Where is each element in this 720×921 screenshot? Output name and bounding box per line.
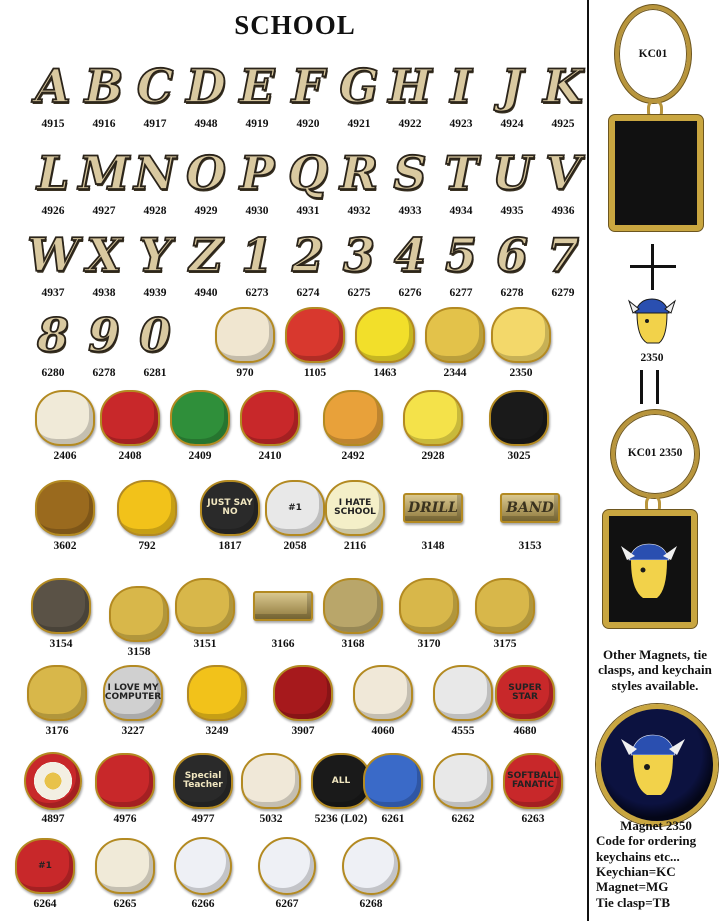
item-code: 5236 (L02) [314,813,368,825]
letter-pin-icon: R [339,146,379,200]
apple-red-pin-icon [273,665,333,721]
item-code: 3227 [121,725,145,737]
pirate-green-pin-icon [170,390,230,446]
hornet-pin-icon [355,307,415,363]
item-code: 4948 [194,118,218,130]
code-line: Keychian=KC [596,863,676,879]
item-code: 4940 [194,287,218,299]
item-code: 4920 [296,118,320,130]
item-code: 4921 [347,118,371,130]
letter-pin-icon: S [393,146,427,200]
ribbon-pin-icon [265,480,325,536]
item-code: 3170 [417,638,441,650]
item-code: 4555 [451,725,475,737]
special-teacher-pin-icon [173,753,233,809]
item-code: 4680 [513,725,537,737]
cheerleader-pin-icon [109,586,169,642]
letter-pin-icon: 1 [240,228,273,282]
letter-pin-icon: B [84,59,124,113]
gc-word-pin-icon [253,591,313,621]
softball-catcher-pin-icon [342,837,400,895]
item-code: 4934 [449,205,473,217]
letter-pin-icon: H [388,59,432,113]
item-code: 3249 [205,725,229,737]
letter-pin-icon: C [136,59,174,113]
carousel-horse-pin-icon [353,665,413,721]
pirate-red-pin-icon [240,390,300,446]
item-code: 4932 [347,205,371,217]
apple-bite-pin-icon [95,753,155,809]
item-code: 2058 [283,540,307,552]
letter-pin-icon: U [491,146,533,200]
code-line: Magnet=MG [596,879,669,895]
letter-pin-icon: P [239,146,275,200]
pirate-pin-icon [285,307,345,363]
carousel-pole-pin-icon [241,753,301,809]
letter-pin-icon: K [543,59,583,113]
school-bus-pin-icon [117,480,177,536]
item-code: 3151 [193,638,217,650]
page-title: SCHOOL [234,10,356,40]
item-code: 6276 [398,287,422,299]
letter-pin-icon: 2 [291,228,324,282]
item-code: 4897 [41,813,65,825]
letter-pin-icon: J [501,59,523,113]
pin-text: ALL [331,775,351,786]
kc01-2350-label: KC01 2350 [627,447,683,459]
bus-yellow-pin-icon [187,665,247,721]
viking-code-label: 2350 [640,352,664,364]
item-code: 4917 [143,118,167,130]
item-code: 6265 [113,898,137,910]
letter-pin-icon: 3 [342,228,375,282]
item-code: 3175 [493,638,517,650]
letter-pin-icon: A [35,59,71,113]
letter-pin-icon: 4 [393,228,426,282]
letter-pin-icon: N [133,146,177,200]
item-code: 4939 [143,287,167,299]
lamp-pin-icon [175,578,235,634]
winged-foot-pin-icon [323,578,383,634]
letter-pin-icon: Z [189,228,223,282]
item-code: 6279 [551,287,575,299]
pin-text: BAND [506,500,554,516]
viking-pin-icon [491,307,551,363]
trojan-pin-icon [425,307,485,363]
item-code: 2408 [118,450,142,462]
softball-pitcher-pin-icon [258,837,316,895]
pin-text: Special Teacher [183,771,223,790]
panther-pin-icon [489,390,549,446]
item-code: 6281 [143,367,167,379]
all-shield-pin-icon [311,753,371,809]
item-code: 3158 [127,646,151,658]
bee-pin-icon [35,390,95,446]
letter-pin-icon: E [239,59,275,113]
pin-text: #1 [38,860,52,871]
target-pin-icon [24,752,82,810]
letter-pin-icon: 7 [546,228,579,282]
item-code: 1817 [218,540,242,552]
baseball-cap-pin-icon [363,753,423,809]
indian-pin-icon [100,390,160,446]
item-code: 3166 [271,638,295,650]
item-code: 4928 [143,205,167,217]
item-code: 6280 [41,367,65,379]
player-ball-pin-icon [95,838,155,894]
diver-pin-icon [475,578,535,634]
keychain-viking-fob-icon [603,510,697,628]
item-code: 4919 [245,118,269,130]
magnet-label: Magnet 2350 [620,818,692,833]
letter-pin-icon: D [186,59,226,113]
pin-text: JUST SAY NO [207,498,253,517]
item-code: 4927 [92,205,116,217]
item-code: 2350 [509,367,533,379]
item-code: 6278 [92,367,116,379]
item-code: 4923 [449,118,473,130]
item-code: 2116 [343,540,367,552]
item-code: 2492 [341,450,365,462]
letter-pin-icon: T [443,146,479,200]
lion-gold-pin-icon [35,480,95,536]
item-code: 4925 [551,118,575,130]
item-code: 4060 [371,725,395,737]
letter-pin-icon: 6 [495,228,528,282]
item-code: 4916 [92,118,116,130]
item-code: 3153 [518,540,542,552]
letter-pin-icon: 9 [87,308,120,362]
other-styles-note: Other Magnets, tie clasps, and keychain styles available. [598,647,712,693]
item-code: 3148 [421,540,445,552]
letter-pin-icon: Y [138,228,172,282]
pin-text: SOFTBALL FANATIC [507,771,559,790]
flags-pin-icon [433,753,493,809]
item-code: 6273 [245,287,269,299]
item-code: 4930 [245,205,269,217]
item-code: 4924 [500,118,524,130]
item-code: 4929 [194,205,218,217]
item-code: 3176 [45,725,69,737]
item-code: 2928 [421,450,445,462]
code-line: keychains etc... [596,848,680,864]
letter-pin-icon: M [78,146,130,200]
keychain-fob-icon [609,115,703,231]
item-code: 6264 [33,898,57,910]
ordering-code-note [596,818,716,910]
item-code: 3168 [341,638,365,650]
just-say-no-pin-icon [200,480,260,536]
item-code: 1463 [373,367,397,379]
pin-text: #1 [288,502,302,513]
item-code: 6268 [359,898,383,910]
letter-pin-icon: Q [287,146,329,200]
item-code: 6263 [521,813,545,825]
letter-pin-icon: F [291,59,325,113]
item-code: 4977 [191,813,215,825]
pin-text: I LOVE MY COMPUTER [104,683,162,702]
letter-pin-icon: I [450,59,472,113]
item-code: 4922 [398,118,422,130]
i-love-my-computer-pin-icon [103,665,163,721]
jumper-pin-icon [27,665,87,721]
item-code: 4936 [551,205,575,217]
item-code: 2409 [188,450,212,462]
item-code: 2410 [258,450,282,462]
item-code: 6262 [451,813,475,825]
item-code: 4976 [113,813,137,825]
kc01-label: KC01 [638,48,668,60]
teacher-script-pin-icon [433,665,493,721]
item-code: 3154 [49,638,73,650]
item-code: 2344 [443,367,467,379]
pin-text: SUPER STAR [508,683,542,702]
code-line: Tie clasp=TB [596,894,670,910]
letter-pin-icon: 0 [138,308,171,362]
letter-pin-icon: O [185,146,227,200]
letter-pin-icon: X [86,228,122,282]
item-code: 6267 [275,898,299,910]
item-code: 3602 [53,540,77,552]
item-code: 6278 [500,287,524,299]
cheer-pompom-pin-icon [399,578,459,634]
item-code: 792 [138,540,156,552]
pin-text: DRILL [407,500,458,516]
item-code: 6261 [381,813,405,825]
item-code: 6275 [347,287,371,299]
item-code: 1105 [303,367,327,379]
letter-pin-icon: G [339,59,379,113]
megaphone-pin-icon [31,578,91,634]
viking-pin-icon [624,292,680,348]
item-code: 4938 [92,287,116,299]
band-word-pin-icon [500,493,560,523]
magnet-viking-icon [596,704,718,826]
item-code: 6277 [449,287,473,299]
item-code: 5032 [259,813,283,825]
softball-batter-pin-icon [174,837,232,895]
item-code: 3907 [291,725,315,737]
item-code: 4937 [41,287,65,299]
tiger-pin-icon [215,307,275,363]
super-star-pin-icon [495,665,555,721]
item-code: 6274 [296,287,320,299]
letter-pin-icon: 5 [444,228,477,282]
item-code: 4933 [398,205,422,217]
item-code: 4926 [41,205,65,217]
item-code: 4931 [296,205,320,217]
drill-word-pin-icon [403,493,463,523]
number-one-ball-pin-icon [15,838,75,894]
letter-pin-icon: L [36,146,70,200]
equals-sign-icon [640,370,643,404]
letter-pin-icon: V [545,146,581,200]
item-code: 970 [236,367,254,379]
item-code: 3025 [507,450,531,462]
lion-pin-icon [323,390,383,446]
item-code: 4915 [41,118,65,130]
pin-text: I HATE SCHOOL [334,498,376,517]
item-code: 2406 [53,450,77,462]
item-code: 6266 [191,898,215,910]
letter-pin-icon: 8 [36,308,69,362]
item-code: 4935 [500,205,524,217]
code-line: Code for ordering [596,833,697,849]
softball-fanatic-pin-icon [503,753,563,809]
column-divider [587,0,589,921]
letter-pin-icon: W [27,228,79,282]
i-hate-school-pin-icon [325,480,385,536]
hornet-white-pin-icon [403,390,463,446]
